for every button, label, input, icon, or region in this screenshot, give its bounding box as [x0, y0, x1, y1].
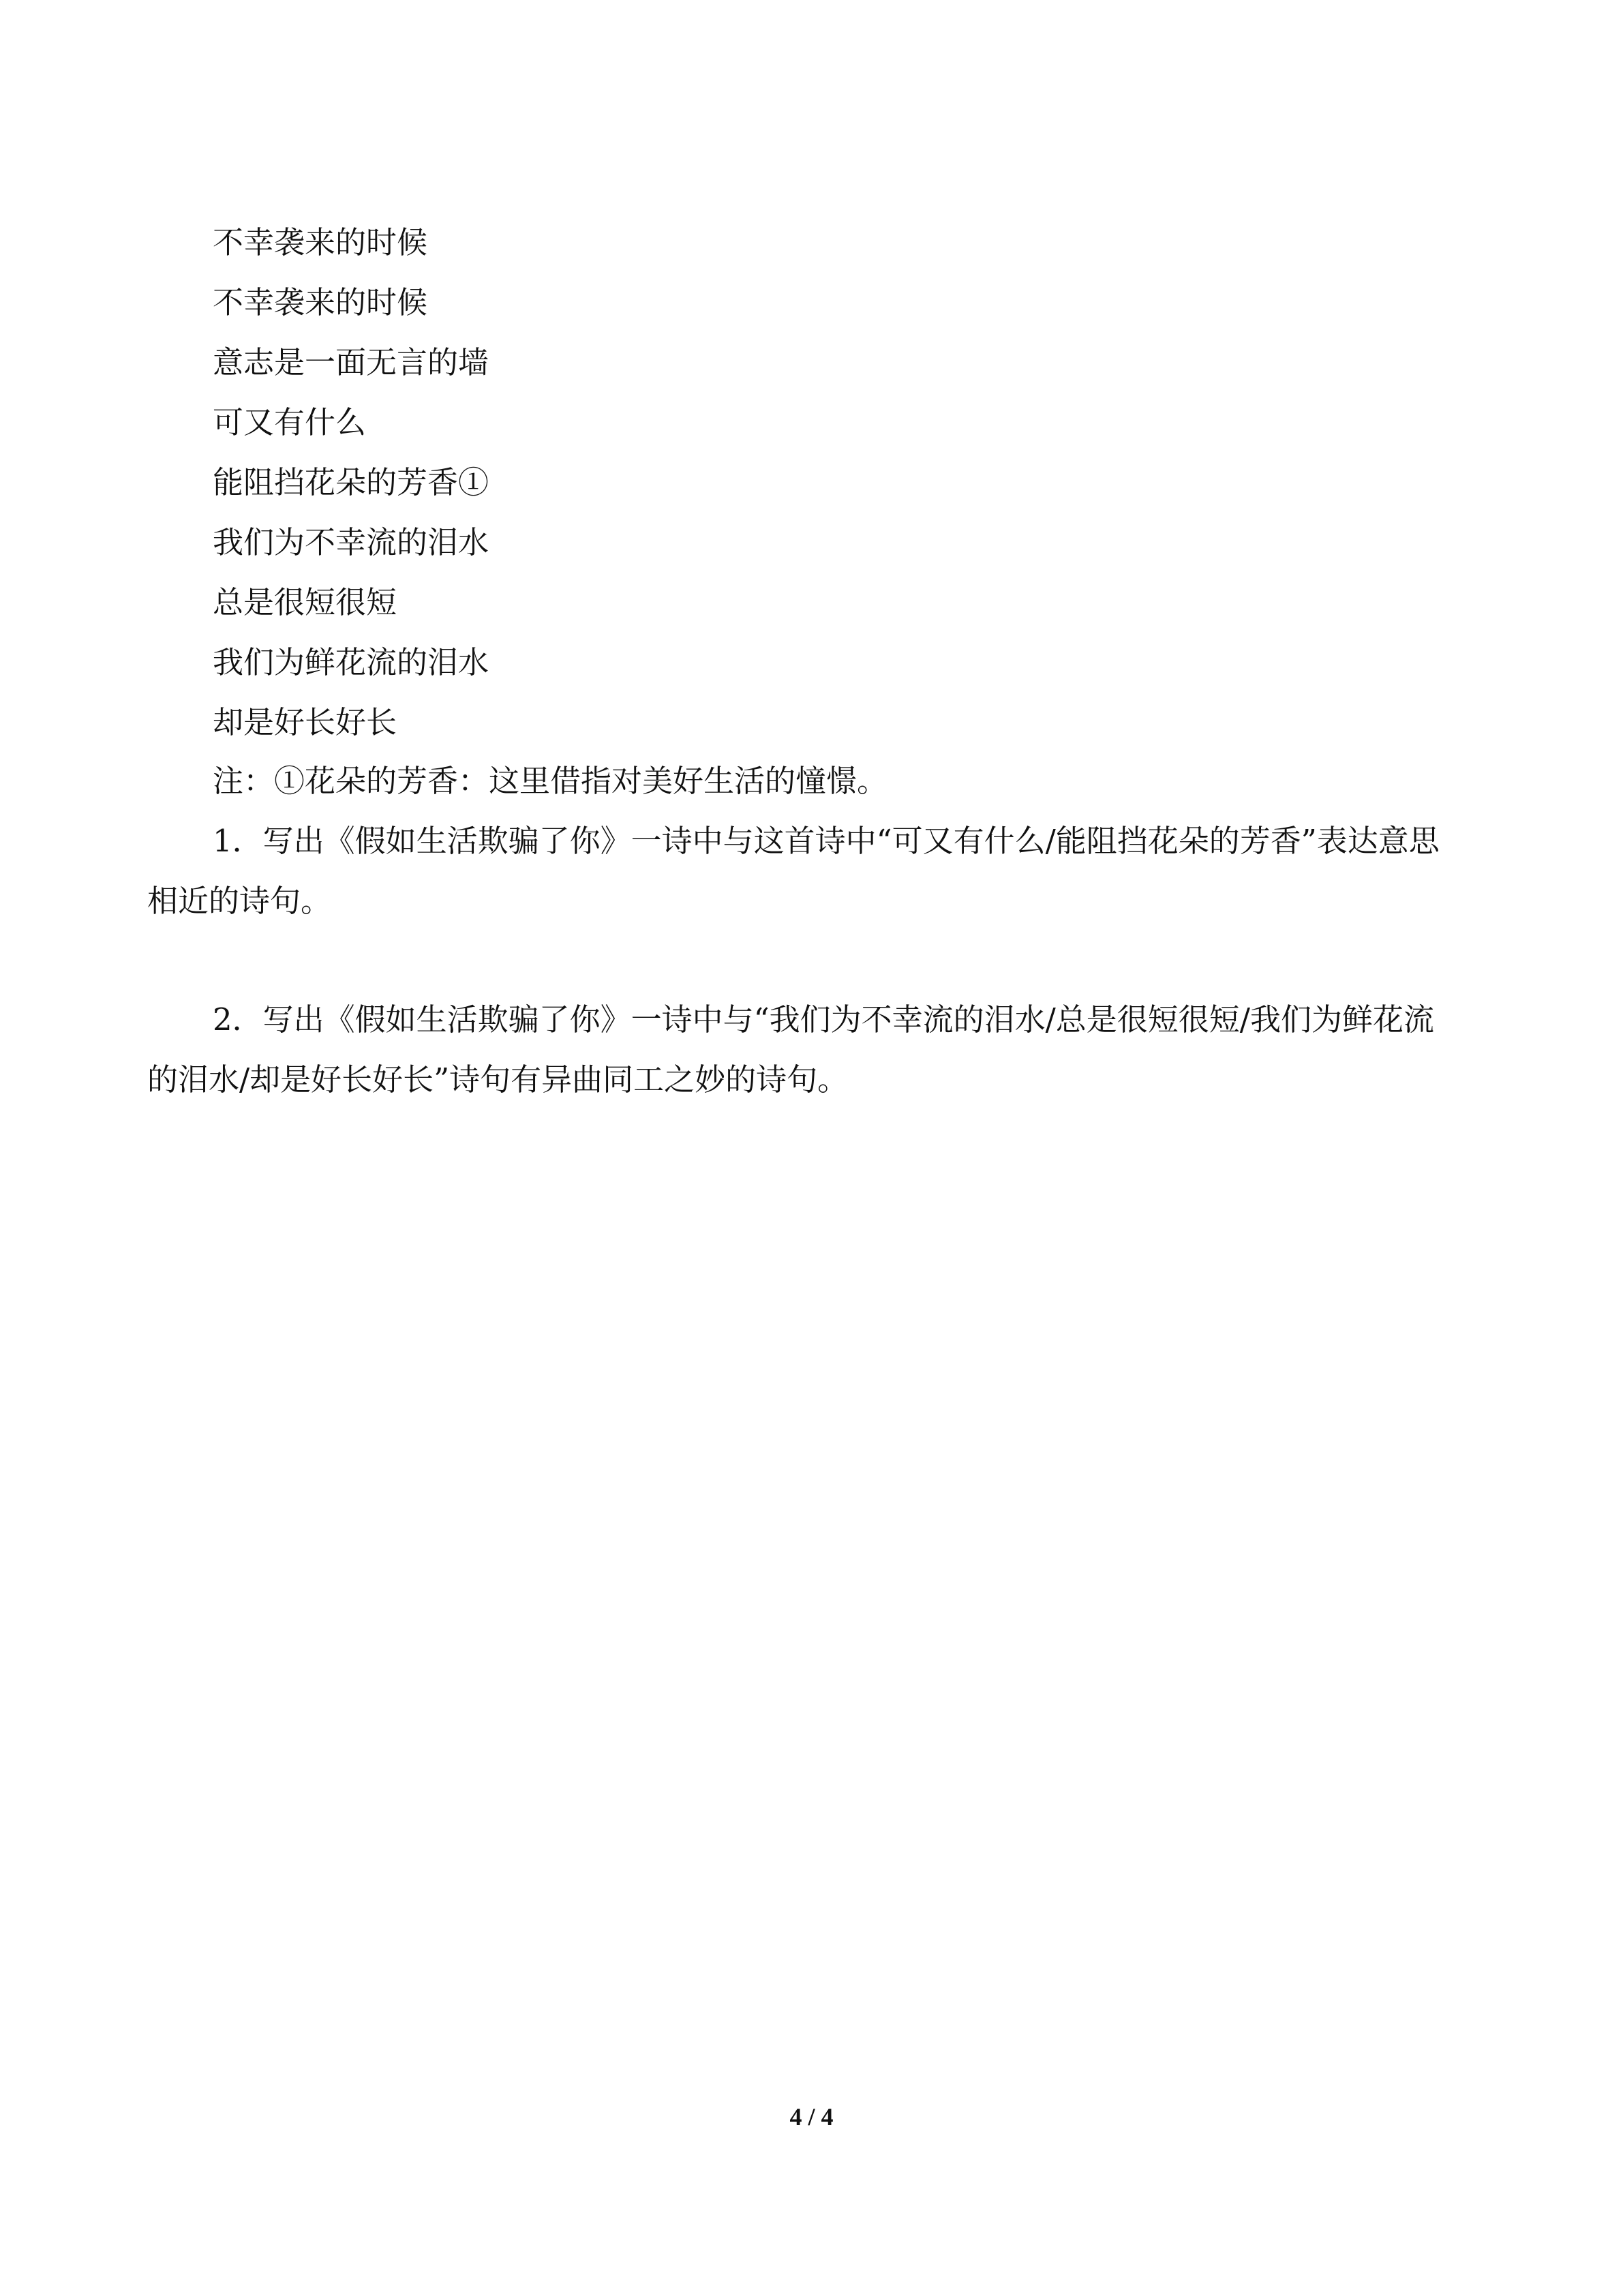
poem-line: 却是好长好长	[213, 704, 397, 740]
poem-line: 可又有什么	[213, 404, 367, 440]
poem-line: 能阻挡花朵的芳香①	[213, 464, 489, 500]
poem-line: 不幸袭来的时候	[213, 224, 428, 260]
question-2: 2．写出《假如生活欺骗了你》一诗中与“我们为不幸流的泪水/总是很短很短/我们为鲜花流的泪水/却是好长好长”诗句有异曲同工之妙的诗句。	[147, 1001, 1434, 1098]
poem-line: 我们为不幸流的泪水	[213, 524, 489, 560]
page-number: 4 / 4	[789, 2103, 834, 2130]
poem	[213, 213, 489, 753]
question-1: 1．写出《假如生活欺骗了你》一诗中与这首诗中“可又有什么/能阻挡花朵的芳香”表达意思相近的诗句。	[147, 823, 1440, 919]
poem-line: 意志是一面无言的墙	[213, 344, 489, 380]
poem-line: 我们为鲜花流的泪水	[213, 644, 489, 680]
footnote: 注：①花朵的芳香：这里借指对美好生活的憧憬。	[213, 763, 888, 799]
poem-line: 不幸袭来的时候	[213, 284, 428, 320]
poem-line: 总是很短很短	[213, 584, 397, 620]
